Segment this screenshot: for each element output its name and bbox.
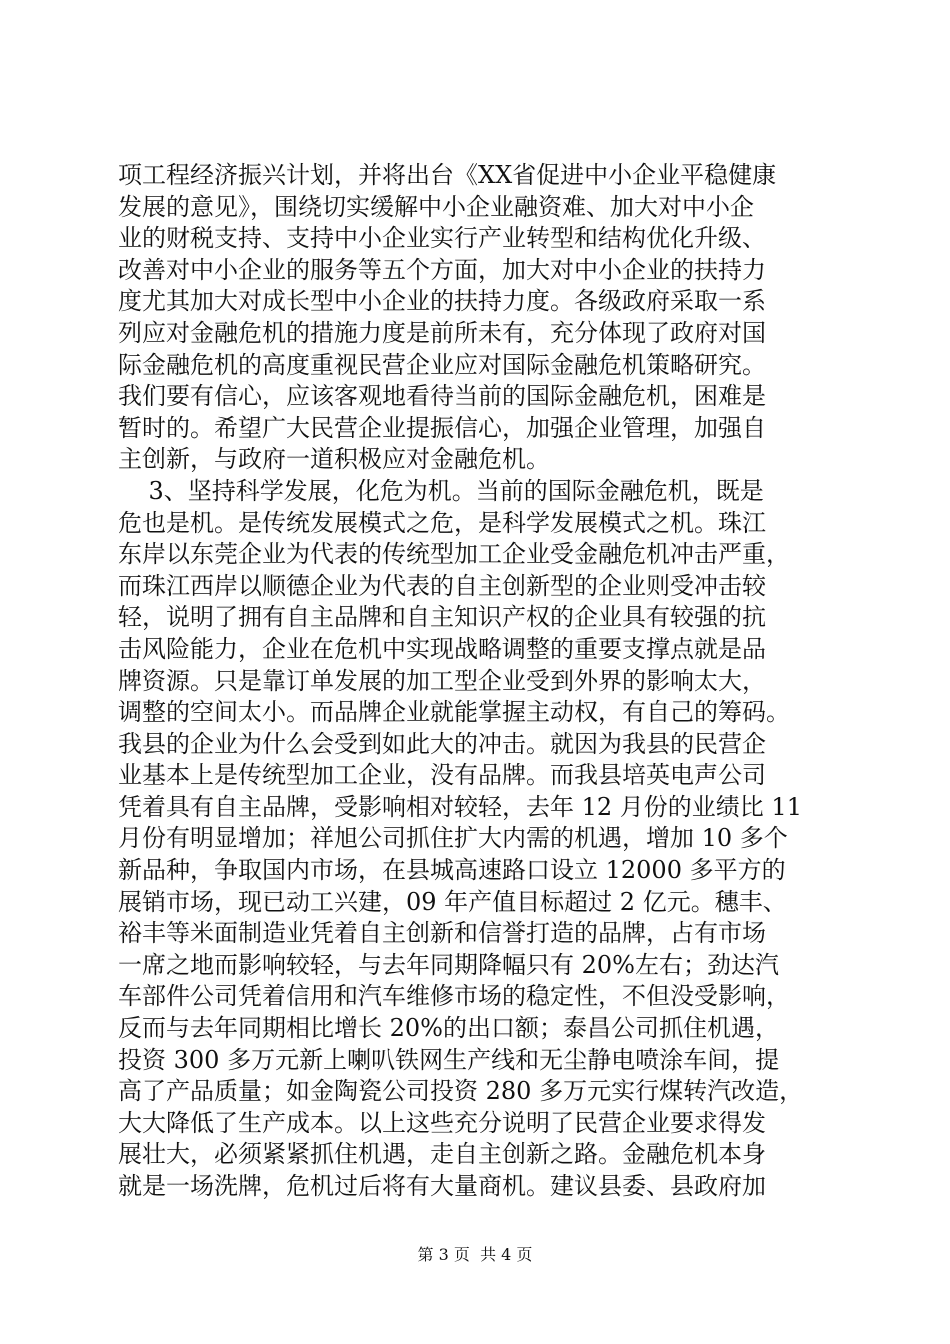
text-line: 大大降低了生产成本。以上这些充分说明了民营企业要求得发 (118, 1108, 766, 1137)
text-line: 东岸以东莞企业为代表的传统型加工企业受金融危机冲击严重， (118, 540, 790, 569)
body-text (118, 160, 838, 1203)
text-line: 击风险能力，企业在危机中实现战略调整的重要支撑点就是品 (118, 634, 766, 663)
text-line: 项工程经济振兴计划，并将出台《XX省促进中小企业平稳健康 (118, 161, 777, 189)
text-line: 展销市场，现已动工兴建，09 年产值目标超过 2 亿元。穗丰、 (118, 887, 787, 916)
text-line: 高了产品质量；如金陶瓷公司投资 280 多万元实行煤转汽改造， (118, 1077, 804, 1106)
text-line: 投资 300 多万元新上喇叭铁网生产线和无尘静电喷涂车间，提 (118, 1045, 780, 1074)
text-line: 新品种，争取国内市场，在县城高速路口设立 12000 多平方的 (118, 856, 786, 885)
text-line: 凭着具有自主品牌，受影响相对较轻，去年 12 月份的业绩比 11 (118, 792, 802, 821)
text-line: 车部件公司凭着信用和汽车维修市场的稳定性，不但没受影响， (118, 982, 790, 1011)
text-line: 发展的意见》，围绕切实缓解中小企业融资难、加大对中小企 (118, 192, 754, 221)
text-line: 轻，说明了拥有自主品牌和自主知识产权的企业具有较强的抗 (118, 603, 766, 632)
text-line: 改善对中小企业的服务等五个方面，加大对中小企业的扶持力 (118, 255, 766, 284)
text-line: 而珠江西岸以顺德企业为代表的自主创新型的企业则受冲击较 (118, 571, 766, 600)
text-line: 牌资源。只是靠订单发展的加工型企业受到外界的影响太大， (118, 666, 766, 695)
text-line: 列应对金融危机的措施力度是前所未有，充分体现了政府对国 (118, 318, 766, 347)
text-line: 主创新，与政府一道积极应对金融危机。 (118, 445, 550, 474)
text-line: 暂时的。希望广大民营企业提振信心，加强企业管理，加强自 (118, 413, 766, 442)
text-line: 我县的企业为什么会受到如此大的冲击。就因为我县的民营企 (118, 729, 766, 758)
text-line: 就是一场洗牌，危机过后将有大量商机。建议县委、县政府加 (118, 1172, 766, 1200)
text-line: 际金融危机的高度重视民营企业应对国际金融危机策略研究。 (118, 350, 766, 379)
text-line: 业基本上是传统型加工企业，没有品牌。而我县培英电声公司 (118, 761, 766, 790)
text-line: 裕丰等米面制造业凭着自主创新和信誉打造的品牌，占有市场 (118, 919, 766, 948)
text-line: 3、坚持科学发展，化危为机。当前的国际金融危机，既是 (118, 476, 764, 505)
text-line: 我们要有信心，应该客观地看待当前的国际金融危机，困难是 (118, 382, 766, 411)
text-line: 展壮大，必须紧紧抓住机遇，走自主创新之路。金融危机本身 (118, 1140, 766, 1169)
text-line: 危也是机。是传统发展模式之危，是科学发展模式之机。珠江 (118, 508, 766, 537)
text-line: 一席之地而影响较轻，与去年同期降幅只有 20%左右；劲达汽 (118, 950, 779, 979)
text-line: 月份有明显增加；祥旭公司抓住扩大内需的机遇，增加 10 多个 (118, 824, 788, 853)
text-line: 度尤其加大对成长型中小企业的扶持力度。各级政府采取一系 (118, 287, 766, 316)
text-line: 业的财税支持、支持中小企业实行产业转型和结构优化升级、 (118, 224, 766, 253)
text-line: 调整的空间太小。而品牌企业就能掌握主动权，有自己的筹码。 (118, 698, 790, 727)
text-line: 反而与去年同期相比增长 20%的出口额；泰昌公司抓住机遇， (118, 1014, 779, 1043)
page-number-footer: 第 3 页 共 4 页 (417, 1245, 533, 1264)
